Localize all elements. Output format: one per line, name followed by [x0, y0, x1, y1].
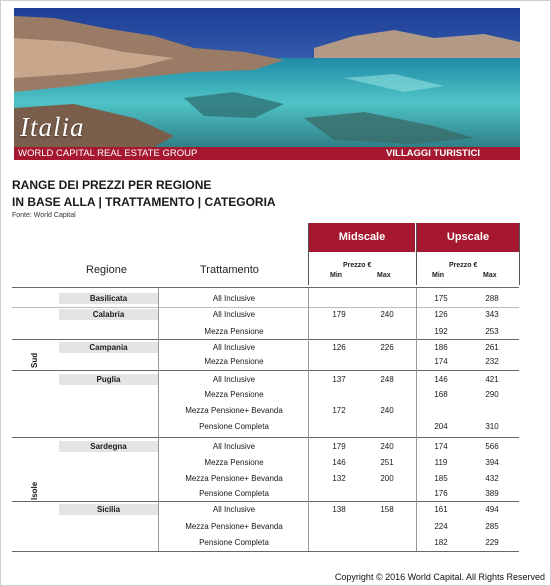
region-cell: Sicilia	[59, 504, 158, 515]
row-divider	[12, 370, 519, 371]
price-up-min-cell: 175	[434, 294, 448, 303]
hero-title: Italia	[20, 112, 85, 142]
price-up-max-cell: 566	[485, 442, 499, 451]
price-up-max-cell: 253	[485, 327, 499, 336]
price-up-min-cell: 146	[434, 375, 448, 384]
group-label-south: Sud	[30, 352, 39, 368]
row-divider	[12, 307, 519, 308]
price-mid-min-cell: 132	[332, 474, 346, 483]
hero-banner-image	[14, 8, 520, 147]
midscale-max-label: Max	[377, 272, 391, 279]
coastal-landscape-image	[14, 8, 520, 147]
column-region-header: Regione	[86, 264, 127, 276]
upscale-max-label: Max	[483, 272, 497, 279]
group-label-islands: Isole	[30, 481, 39, 500]
treatment-cell: All Inclusive	[212, 310, 256, 319]
price-mid-min-cell: 172	[332, 406, 346, 415]
upscale-price-label: Prezzo €	[449, 262, 478, 269]
treatment-cell: Pensione Completa	[199, 422, 269, 431]
price-mid-min-cell: 146	[332, 458, 346, 467]
report-heading	[12, 177, 276, 211]
treatment-cell: Pensione Completa	[199, 489, 269, 498]
row-divider	[12, 339, 519, 340]
price-up-min-cell: 126	[434, 310, 448, 319]
banner-left-label: WORLD CAPITAL REAL ESTATE GROUP	[18, 148, 198, 159]
region-cell: Campania	[59, 342, 158, 353]
treatment-cell: Mezza Pensione	[204, 327, 264, 336]
price-up-max-cell: 394	[485, 458, 499, 467]
price-up-min-cell: 161	[434, 505, 448, 514]
price-up-min-cell: 204	[434, 422, 448, 431]
row-divider	[12, 437, 519, 438]
price-up-max-cell: 288	[485, 294, 499, 303]
price-up-min-cell: 185	[434, 474, 448, 483]
price-up-min-cell: 224	[434, 522, 448, 531]
copyright-notice: Copyright © 2016 World Capital. All Rights Reserved	[334, 572, 545, 582]
price-mid-min-cell: 179	[332, 310, 346, 319]
column-treatment-header: Trattamento	[200, 264, 259, 276]
region-cell: Basilicata	[59, 293, 158, 304]
price-mid-min-cell: 137	[332, 375, 346, 384]
upscale-min-label: Min	[432, 272, 445, 279]
divider-vertical	[519, 223, 520, 285]
price-up-min-cell: 176	[434, 489, 448, 498]
price-mid-min-cell: 179	[332, 442, 346, 451]
treatment-cell: Mezza Pensione	[204, 390, 264, 399]
price-up-max-cell: 310	[485, 422, 499, 431]
price-mid-max-cell: 251	[380, 458, 394, 467]
price-up-max-cell: 261	[485, 343, 499, 352]
divider-vertical	[416, 223, 417, 285]
price-up-min-cell: 168	[434, 390, 448, 399]
treatment-cell: Mezza Pensione+ Bevanda	[185, 474, 283, 483]
region-cell: Calabria	[59, 309, 158, 320]
column-divider	[308, 288, 309, 551]
price-mid-min-cell: 126	[332, 343, 346, 352]
treatment-cell: Mezza Pensione	[204, 357, 264, 366]
price-up-max-cell: 389	[485, 489, 499, 498]
price-up-min-cell: 174	[434, 357, 448, 366]
source-note: Fonte: World Capital	[12, 212, 76, 219]
price-up-max-cell: 285	[485, 522, 499, 531]
price-mid-max-cell: 158	[380, 505, 394, 514]
treatment-cell: Mezza Pensione+ Bevanda	[185, 522, 283, 531]
price-mid-max-cell: 240	[380, 442, 394, 451]
price-up-max-cell: 494	[485, 505, 499, 514]
price-mid-min-cell: 138	[332, 505, 346, 514]
heading-line-2: IN BASE ALLA | TRATTAMENTO | CATEGORIA	[12, 195, 276, 209]
region-cell: Sardegna	[59, 441, 158, 452]
row-divider	[12, 501, 519, 502]
divider-vertical	[308, 223, 309, 285]
column-divider	[158, 288, 159, 551]
price-up-min-cell: 182	[434, 538, 448, 547]
banner-right-label: VILLAGGI TURISTICI	[386, 148, 480, 159]
price-up-max-cell: 290	[485, 390, 499, 399]
midscale-min-label: Min	[330, 272, 343, 279]
price-up-max-cell: 432	[485, 474, 499, 483]
price-mid-max-cell: 226	[380, 343, 394, 352]
treatment-cell: All Inclusive	[212, 294, 256, 303]
row-divider	[12, 551, 519, 552]
treatment-cell: All Inclusive	[212, 375, 256, 384]
price-mid-max-cell: 240	[380, 310, 394, 319]
region-cell: Puglia	[59, 374, 158, 385]
header-rule	[12, 287, 519, 288]
price-up-min-cell: 186	[434, 343, 448, 352]
midscale-price-label: Prezzo €	[343, 262, 372, 269]
treatment-cell: Pensione Completa	[199, 538, 269, 547]
price-up-min-cell: 174	[434, 442, 448, 451]
treatment-cell: Mezza Pensione	[204, 458, 264, 467]
treatment-cell: All Inclusive	[212, 442, 256, 451]
midscale-header: Midscale	[309, 223, 415, 252]
price-mid-max-cell: 200	[380, 474, 394, 483]
heading-line-1: RANGE DEI PREZZI PER REGIONE	[12, 178, 212, 192]
price-mid-max-cell: 248	[380, 375, 394, 384]
price-up-max-cell: 229	[485, 538, 499, 547]
price-up-min-cell: 119	[434, 458, 448, 467]
price-up-min-cell: 192	[434, 327, 448, 336]
banner-strip	[14, 147, 520, 160]
upscale-header: Upscale	[417, 223, 519, 252]
price-up-max-cell: 421	[485, 375, 499, 384]
price-mid-max-cell: 240	[380, 406, 394, 415]
price-up-max-cell: 232	[485, 357, 499, 366]
treatment-cell: All Inclusive	[212, 343, 256, 352]
price-up-max-cell: 343	[485, 310, 499, 319]
treatment-cell: Mezza Pensione+ Bevanda	[185, 406, 283, 415]
column-divider	[416, 288, 417, 551]
treatment-cell: All Inclusive	[212, 505, 256, 514]
